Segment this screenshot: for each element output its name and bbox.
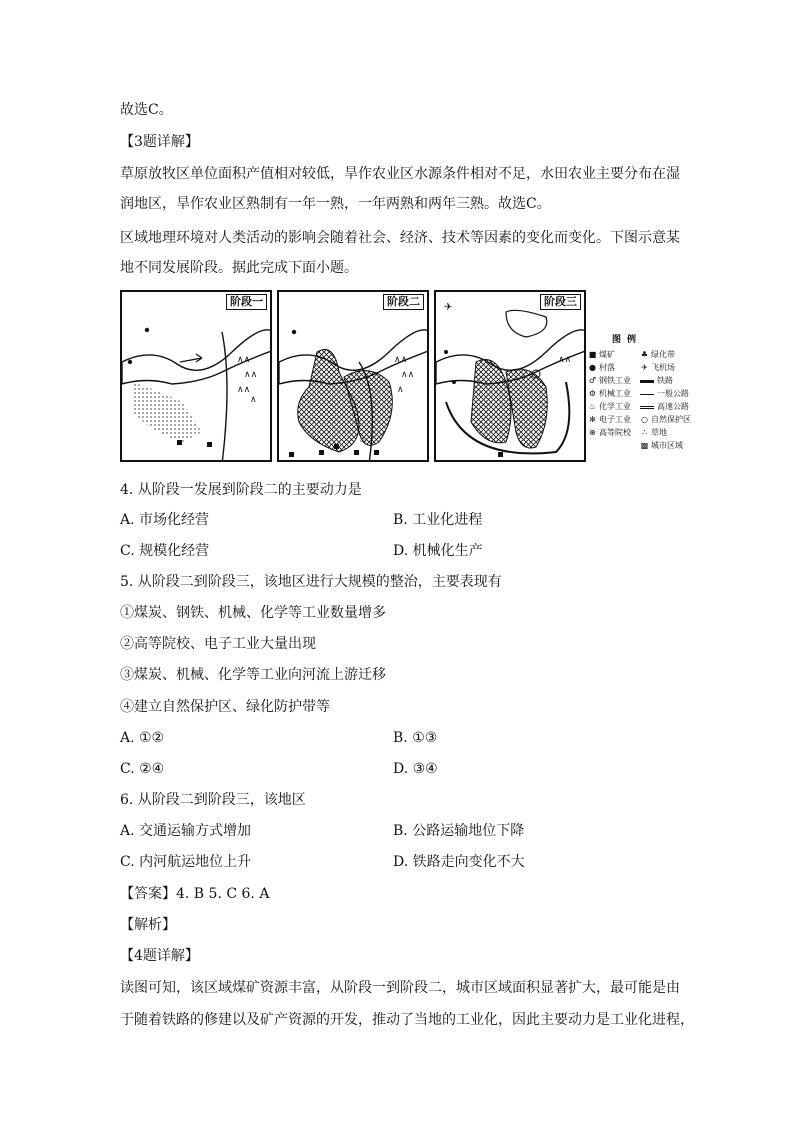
legend-item [588,350,615,360]
legend-item [640,363,675,373]
legend-label: 高速公路 [657,402,689,411]
svg-text:∧∧: ∧∧ [237,385,251,395]
legend-label: 电子工业 [599,415,631,424]
road-icon [640,394,654,395]
chemical-industry-icon: ♨ [588,402,597,411]
stage-2-map-drawing [279,292,429,462]
q4-option-b: B. 工业化进程 [393,512,483,528]
stage-1-label: 阶段一 [226,294,267,310]
legend-item [640,441,683,451]
legend-item [640,350,675,360]
village-icon: ● [589,363,596,372]
text-line: 区域地理环境对人类活动的影响会随着社会、经济、技术等因素的变化而变化。下图示意某 [120,230,680,246]
legend-item [588,389,631,399]
text-line: 地不同发展阶段。据此完成下面小题。 [120,260,358,276]
university-icon: ⊛ [589,428,596,437]
map-legend [588,332,700,462]
legend-label: 绿化带 [651,350,675,359]
q6-option-a: A. 交通运输方式增加 [120,823,252,839]
text-line: 故选C。 [120,102,173,118]
legend-item [640,389,689,399]
legend-label: 飞机场 [651,363,675,372]
legend-item [588,376,631,386]
svg-text:∧∧: ∧∧ [394,355,408,365]
analysis-heading: 【解析】 [120,917,176,933]
q4-detail-heading: 【4题详解】 [120,948,199,964]
machinery-industry-icon: ⚙ [588,389,597,398]
q5-item: ④建立自然保护区、绿化防护带等 [120,699,330,715]
q5-option-a: A. ①② [120,730,165,746]
stage-3-map [434,290,586,462]
legend-title: 图例 [612,335,643,345]
legend-label: 钢铁工业 [599,376,631,385]
electronics-industry-icon: ✻ [589,415,596,424]
legend-label: 化学工业 [599,402,631,411]
legend-item [588,415,631,425]
legend-label: 煤矿 [599,350,615,359]
q5-item: ②高等院校、电子工业大量出现 [120,636,316,652]
airport-icon: ✈ [641,363,648,372]
q4-option-c: C. 规模化经营 [120,543,210,559]
svg-text:♨: ♨ [359,435,368,445]
railway-icon [640,380,654,383]
legend-label: 高等院校 [599,428,631,437]
stage-1-map [120,290,272,462]
legend-item [588,363,615,373]
detail-line: 读图可知，该区域煤矿资源丰富，从阶段一到阶段二，城市区域面积显著扩大，最可能是由 [120,980,680,996]
stage-1-map-drawing [122,292,272,462]
legend-item [640,376,673,386]
q6-option-b: B. 公路运输地位下降 [393,823,525,839]
coal-mine-icon: ■ [588,350,597,359]
q5-item: ③煤炭、机械、化学等工业向河流上游迁移 [120,667,386,683]
text-line: 草原放牧区单位面积产值相对较低，旱作农业区水源条件相对不足，水田农业主要分布在湿 [120,166,680,182]
q5-option-c: C. ②④ [120,761,165,777]
svg-text:✈: ✈ [444,302,453,313]
answer-line: 【答案】4. B 5. C 6. A [120,886,270,902]
stage-2-map [277,290,429,462]
q4-option-d: D. 机械化生产 [393,543,483,559]
q6-option-d: D. 铁路走向变化不大 [393,854,525,870]
legend-item [640,415,691,425]
legend-label: 草地 [651,428,667,437]
question-6-stem: 6. 从阶段二到阶段三，该地区 [120,792,306,808]
svg-text:∧: ∧ [250,395,257,405]
q6-option-c: C. 内河航运地位上升 [120,854,252,870]
legend-label: 铁路 [657,376,673,385]
legend-label: 村落 [599,363,615,372]
nature-reserve-icon: ○ [641,415,648,424]
q5-item: ①煤炭、钢铁、机械、化学等工业数量增多 [120,605,386,621]
legend-label: 一般公路 [657,389,689,398]
stage-2-label: 阶段二 [383,294,424,310]
question-4-stem: 4. 从阶段一发展到阶段二的主要动力是 [120,482,362,498]
q4-option-a: A. 市场化经营 [120,512,210,528]
svg-text:∧∧: ∧∧ [558,355,572,365]
stage-3-label: 阶段三 [540,294,581,310]
legend-label: 城市区域 [651,441,683,450]
grassland-icon: ∴ [641,428,648,437]
green-belt-icon: ♣ [640,350,649,359]
stage-maps-figure [120,290,698,462]
legend-item [640,428,667,438]
highway-icon [640,406,654,409]
svg-text:∧∧: ∧∧ [237,355,251,365]
question-5-stem: 5. 从阶段二到阶段三，该地区进行大规模的整治，主要表现有 [120,574,502,590]
legend-label: 机械工业 [599,389,631,398]
stage-3-map-drawing [436,292,586,462]
text-line: 润地区，旱作农业区熟制有一年一熟，一年两熟和两年三熟。故选C。 [120,196,551,212]
q5-option-b: B. ①③ [393,730,438,746]
steel-industry-icon: ♂ [588,376,597,385]
legend-label: 自然保护区 [651,415,691,424]
svg-text:∧∧: ∧∧ [244,370,258,380]
svg-text:∧: ∧ [397,385,404,395]
q5-option-d: D. ③④ [393,761,438,777]
urban-area-icon: ▩ [640,441,649,450]
legend-item [640,402,689,412]
section-heading: 【3题详解】 [120,134,199,150]
svg-text:∧∧: ∧∧ [401,370,415,380]
legend-item [588,402,631,412]
detail-line: 于随着铁路的修建以及矿产资源的开发，推动了当地的工业化，因此主要动力是工业化进程， [120,1012,694,1028]
legend-item [588,428,631,438]
